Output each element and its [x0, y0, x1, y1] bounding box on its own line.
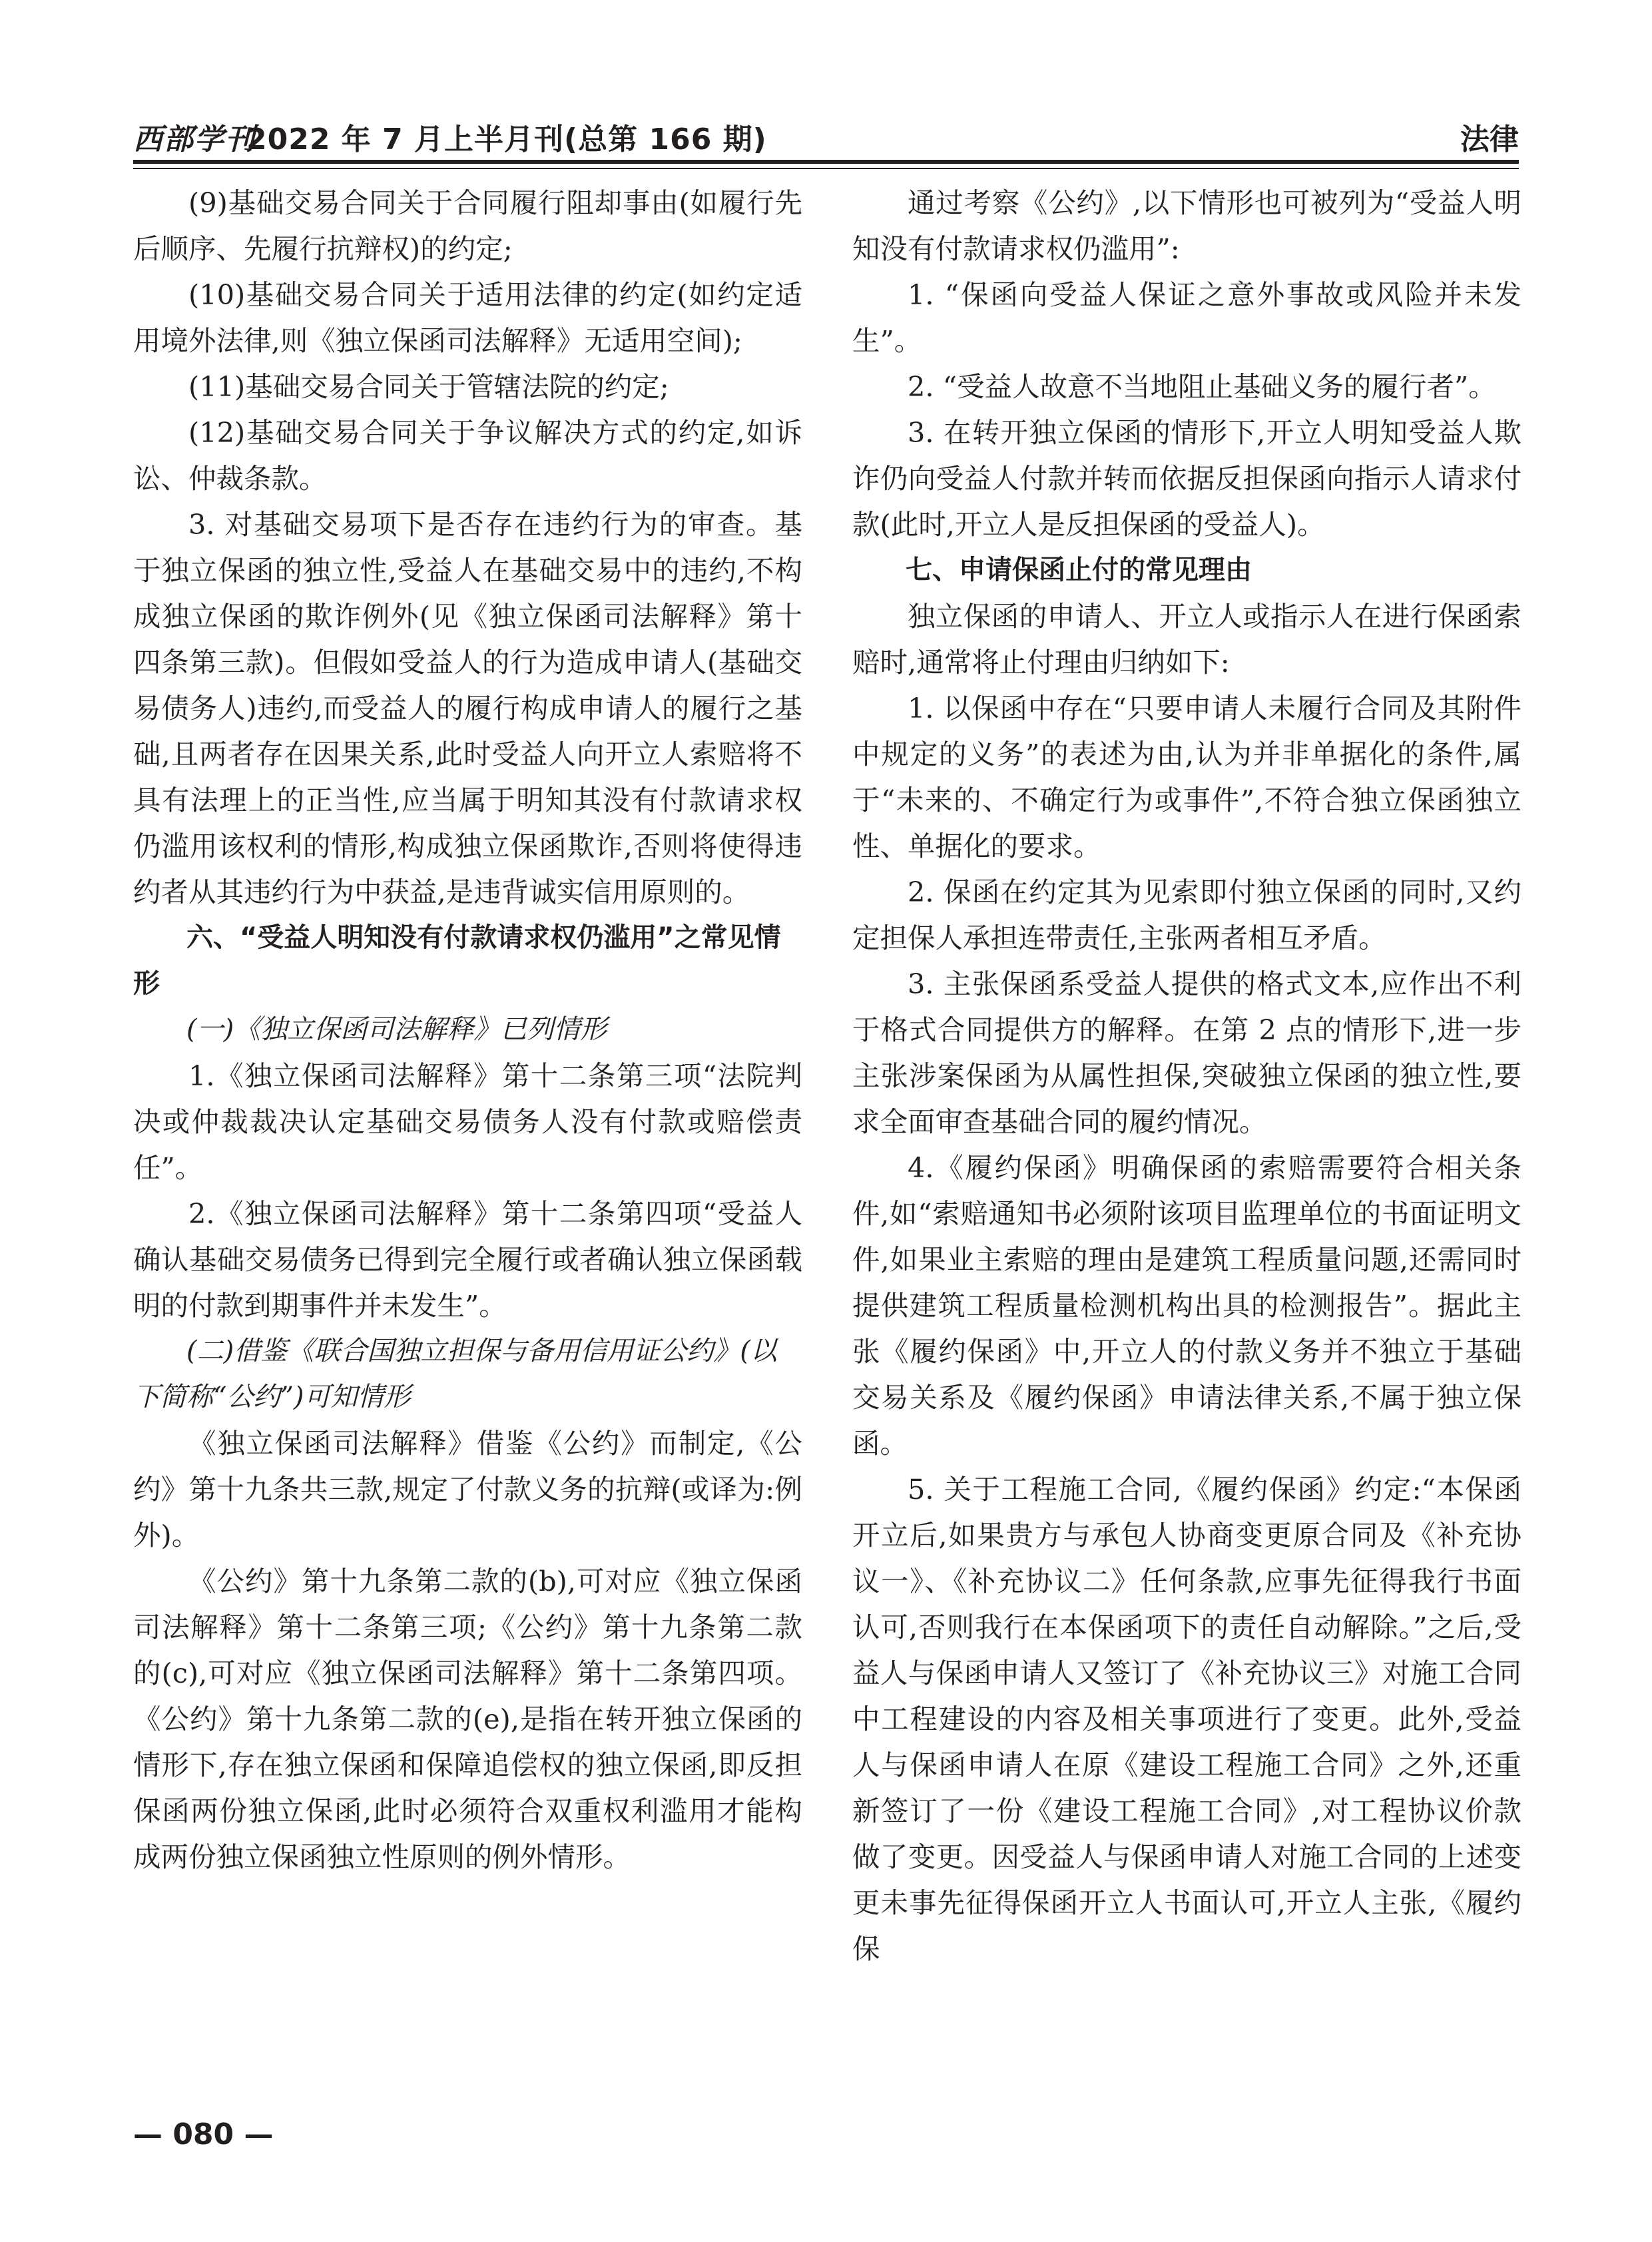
paragraph: 4.《履约保函》明确保函的索赔需要符合相关条件,如“索赔通知书必须附该项目监理单位的书面证明文件,如果业主索赔的理由是建筑工程质量问题,还需同时提供建筑工程质量检测机构出具的检测报告”。据此主张《履约保函》中,开立人的付款义务并不独立于基础交易关系及《履约保函》申请法律关系,不属于独立保函。	[852, 1151, 1521, 1460]
paragraph: 2.《独立保函司法解释》第十二条第四项“受益人确认基础交易债务已得到完全履行或者确认独立保函载明的付款到期事件并未发生”。	[133, 1197, 802, 1322]
paragraph: 1.《独立保函司法解释》第十二条第三项“法院判决或仲裁裁决认定基础交易债务人没有付款或赔偿责任”。	[133, 1059, 802, 1184]
paragraph: 2. 保函在约定其为见索即付独立保函的同时,又约定担保人承担连带责任,主张两者相互矛盾。	[852, 876, 1521, 954]
paragraph: 5. 关于工程施工合同,《履约保函》约定:“本保函开立后,如果贵方与承包人协商变更原合同及《补充协议一》、《补充协议二》任何条款,应事先征得我行书面认可,否则我行在本保函项下的责任自动解除。”之后,受益人与保函申请人又签订了《补充协议三》对施工合同中工程建设的内容及相关事项进行了变更。此外,受益人与保函申请人在原《建设工程施工合同》之外,还重新签订了一份《建设工程施工合同》,对工程协议价款做了变更。因受益人与保函申请人对施工合同的上述变更未事先征得保函开立人书面认可,开立人主张,《履约保	[852, 1473, 1521, 1965]
paragraph: 3. 在转开独立保函的情形下,开立人明知受益人欺诈仍向受益人付款并转而依据反担保函向指示人请求付款(此时,开立人是反担保函的受益人)。	[852, 416, 1521, 541]
header-rule-thin	[133, 168, 1519, 169]
paragraph: 3. 对基础交易项下是否存在违约行为的审查。基于独立保函的独立性,受益人在基础交易中的违约,不构成独立保函的欺诈例外(见《独立保函司法解释》第十四条第三款)。但假如受益人的行为造成申请人(基础交易债务人)违约,而受益人的履行构成申请人的履行之基础,且两者存在因果关系,此时受益人向开立人索赔将不具有法理上的正当性,应当属于明知其没有付款请求权仍滥用该权利的情形,构成独立保函欺诈,否则将使得违约者从其违约行为中获益,是违背诚实信用原则的。	[133, 508, 802, 908]
paragraph: 《公约》第十九条第二款的(b),可对应《独立保函司法解释》第十二条第三项;《公约》第十九条第二款的(c),可对应《独立保函司法解释》第十二条第四项。《公约》第十九条第二款的(e),是指在转开独立保函的情形下,存在独立保函和保障追偿权的独立保函,即反担保函两份独立保函,此时必须符合双重权利滥用才能构成两份独立保函独立性原则的例外情形。	[133, 1565, 802, 1873]
subsection-heading: (一)《独立保函司法解释》已列情形	[186, 1014, 607, 1045]
page-header	[133, 110, 1519, 156]
left-column	[133, 180, 802, 1880]
paragraph: 《独立保函司法解释》借鉴《公约》而制定,《公约》第十九条共三款,规定了付款义务的抗辩(或译为:例外)。	[133, 1427, 802, 1551]
right-column	[852, 180, 1521, 1972]
section-label: 法律	[1460, 123, 1519, 156]
paragraph: 独立保函的申请人、开立人或指示人在进行保函索赔时,通常将止付理由归纳如下:	[852, 600, 1521, 679]
section-heading: 六、“受益人明知没有付款请求权仍滥用”之常见情形	[133, 922, 781, 999]
paragraph: 3. 主张保函系受益人提供的格式文本,应作出不利于格式合同提供方的解释。在第 2 点的情形下,进一步主张涉案保函为从属性担保,突破独立保函的独立性,要求全面审查基础合同的履约情况。	[852, 968, 1521, 1138]
header-rule-thick	[133, 160, 1519, 164]
subsection-heading: (二)借鉴《联合国独立担保与备用信用证公约》(以下简称“公约”)可知情形	[133, 1336, 777, 1412]
paragraph: 2. “受益人故意不当地阻止基础义务的履行者”。	[908, 370, 1496, 403]
paragraph: 1. “保函向受益人保证之意外事故或风险并未发生”。	[852, 278, 1521, 357]
paragraph: (10)基础交易合同关于适用法律的约定(如约定适用境外法律,则《独立保函司法解释》无适用空间);	[133, 278, 802, 357]
paragraph: 1. 以保函中存在“只要申请人未履行合同及其附件中规定的义务”的表述为由,认为并非单据化的条件,属于“未来的、不确定行为或事件”,不符合独立保函独立性、单据化的要求。	[852, 692, 1521, 862]
page-number: — 080 —	[133, 2117, 274, 2151]
paragraph: (9)基础交易合同关于合同履行阻却事由(如履行先后顺序、先履行抗辩权)的约定;	[133, 186, 802, 265]
journal-logo: 西部学刊	[133, 123, 256, 156]
paragraph: 通过考察《公约》,以下情形也可被列为“受益人明知没有付款请求权仍滥用”:	[852, 186, 1521, 265]
paragraph: (11)基础交易合同关于管辖法院的约定;	[188, 370, 669, 403]
paragraph: (12)基础交易合同关于争议解决方式的约定,如诉讼、仲裁条款。	[133, 416, 802, 495]
section-heading: 七、申请保函止付的常见理由	[906, 555, 1252, 585]
issue-info: 2022 年 7 月上半月刊(总第 166 期)	[246, 123, 767, 156]
